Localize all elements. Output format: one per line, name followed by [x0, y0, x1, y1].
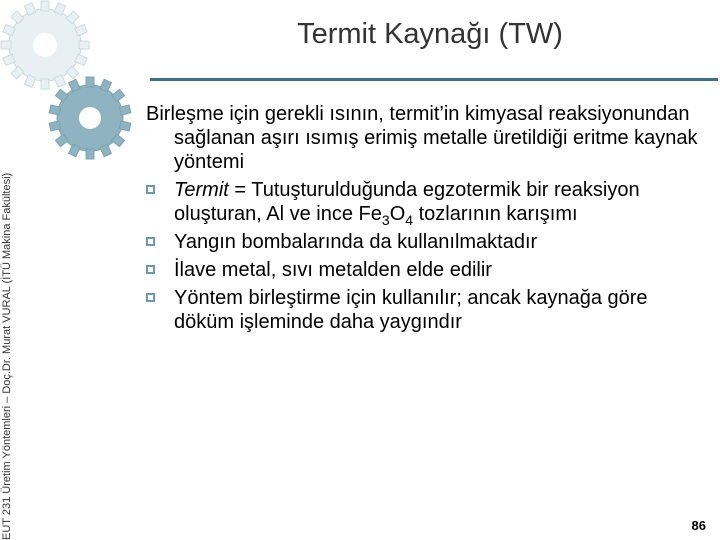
gear-tooth	[54, 75, 65, 87]
gear-tooth	[49, 121, 61, 131]
bullet-item	[146, 230, 706, 254]
intro-paragraph: Birleşme için gerekli ısının, termit’in kimyasal reaksiyonundan sağlanan aşırı ısımış erimiş metalle üretildiği eritme kaynak yöntemi	[146, 103, 698, 173]
bullet-item	[146, 258, 706, 282]
gear-tooth	[41, 1, 49, 11]
subscript: 3	[381, 212, 390, 228]
gear-tooth	[119, 121, 131, 131]
bullet-item	[146, 286, 706, 334]
course-footer-vertical: EUT 231 Üretim Yöntemleri – Doç.Dr. Murat VURAL (İTÜ Makina Fakültesi)	[1, 172, 13, 540]
slide-body	[146, 102, 706, 334]
gear-tooth	[75, 24, 87, 35]
square-bullet-icon	[146, 185, 155, 194]
gear-tooth	[3, 24, 15, 35]
gear-tooth	[3, 54, 15, 65]
square-bullet-icon	[146, 265, 155, 274]
gear-tooth	[79, 41, 89, 49]
bullet-text: O	[389, 203, 406, 225]
gear-tooth	[49, 105, 61, 115]
term-label: Termit	[174, 179, 229, 201]
gear-tooth	[119, 105, 131, 115]
gear-tooth	[41, 79, 49, 89]
gear-tooth	[54, 3, 65, 15]
subscript: 4	[405, 212, 414, 228]
gear-decoration-icon	[0, 0, 160, 200]
gear-tooth	[24, 75, 35, 87]
page-number: 86	[691, 518, 706, 533]
gear-tooth	[24, 3, 35, 15]
gear-tooth	[86, 77, 94, 87]
square-bullet-icon	[146, 293, 155, 302]
title-divider	[150, 78, 718, 81]
slide-title: Termit Kaynağı (TW)	[297, 18, 563, 50]
gear-tooth	[75, 54, 87, 65]
bullet-text: Yangın bombalarında da kullanılmaktadır	[174, 231, 538, 253]
bullet-text: = Tutuşturulduğunda egzotermik bir reaksiyon oluşturan, Al ve ince Fe	[174, 179, 640, 225]
square-bullet-icon	[146, 237, 155, 246]
bullet-item	[146, 178, 706, 226]
gear-tooth	[1, 41, 11, 49]
bullet-text: tozlarının karışımı	[413, 203, 578, 225]
bullet-text: Yöntem birleştirme için kullanılır; ancak kaynağa göre döküm işleminde daha yaygındır	[174, 287, 648, 333]
bullet-text: İlave metal, sıvı metalden elde edilir	[174, 259, 492, 281]
gear-tooth	[86, 149, 94, 159]
